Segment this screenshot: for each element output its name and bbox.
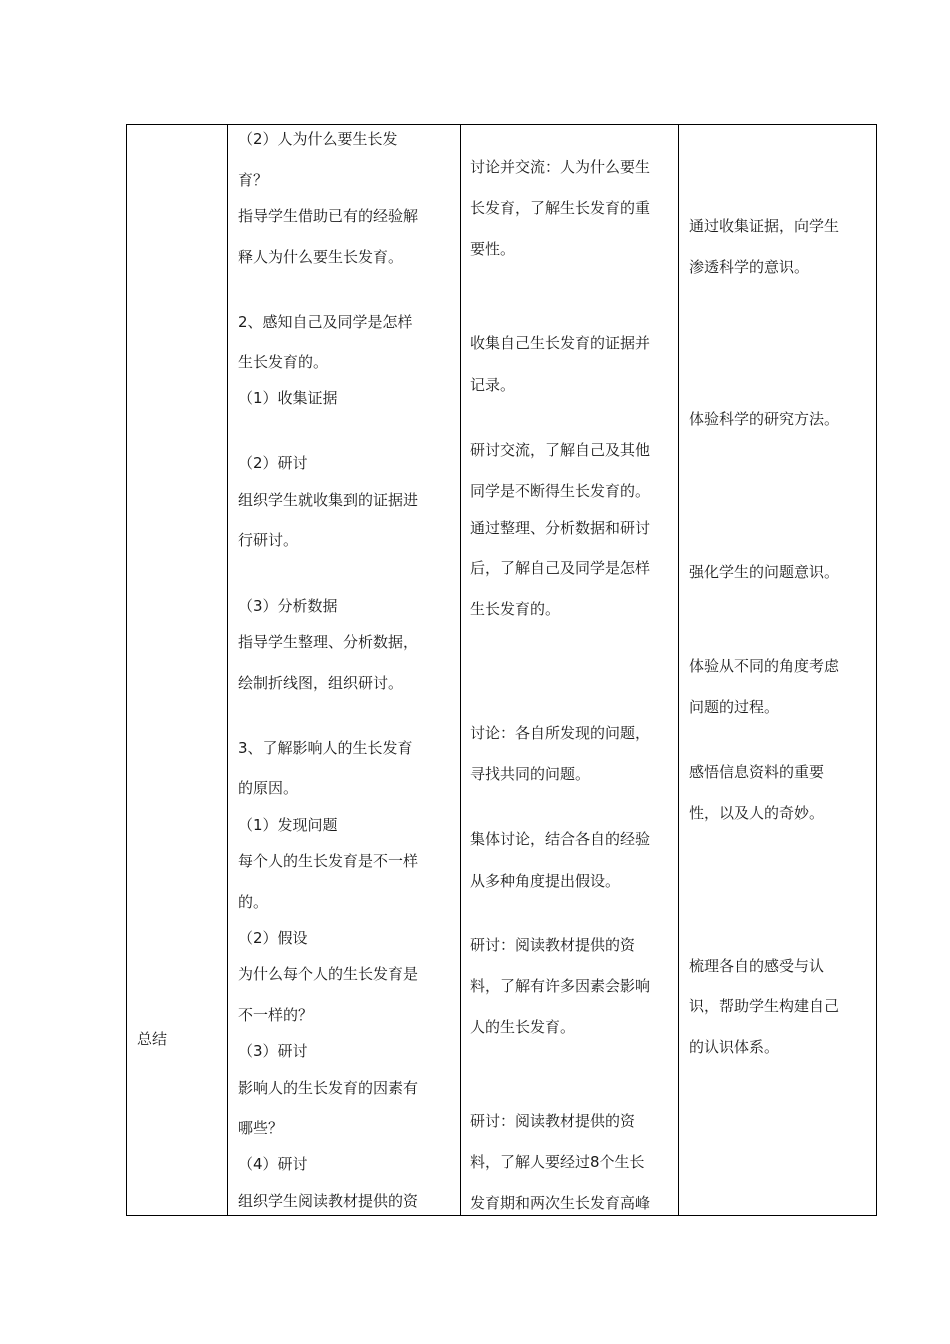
teacher-line: （1）收集证据 [238,389,338,407]
teacher-line: 的。 [238,893,269,911]
student-line: 研讨：阅读教材提供的资 [470,1112,636,1130]
intent-line: 体验科学的研究方法。 [689,410,840,428]
student-line: 生长发育的。 [470,600,561,618]
student-line: 人的生长发育。 [470,1018,576,1036]
student-line: 集体讨论，结合各自的经验 [470,830,651,848]
teacher-activity-cell [228,125,461,1216]
teacher-line: 绘制折线图，组织研讨。 [238,674,404,692]
student-line: 要性。 [470,240,516,258]
teacher-line: 行研讨。 [238,531,299,549]
student-line: 寻找共同的问题。 [470,765,591,783]
teacher-line: （1）发现问题 [238,816,338,834]
student-line: 通过整理、分析数据和研讨 [470,519,651,537]
stage-cell [127,125,228,1216]
teacher-line: 影响人的生长发育的因素有 [238,1079,419,1097]
student-line: 收集自己生长发育的证据并 [470,334,651,352]
teacher-line: （3）研讨 [238,1042,308,1060]
teacher-line: 育？ [238,171,269,189]
teacher-line: （2）假设 [238,929,308,947]
intent-line: 渗透科学的意识。 [689,258,810,276]
teacher-line: 哪些？ [238,1119,284,1137]
lesson-plan-table [126,124,877,1216]
student-line: 讨论：各自所发现的问题， [470,724,651,742]
intent-line: 体验从不同的角度考虑 [689,657,840,675]
teacher-line: 指导学生借助已有的经验解 [238,207,419,225]
teacher-line: 每个人的生长发育是不一样 [238,852,419,870]
student-line: 料，了解有许多因素会影响 [470,977,651,995]
student-line: 后，了解自己及同学是怎样 [470,559,651,577]
teacher-line: 为什么每个人的生长发育是 [238,965,419,983]
teacher-line: （4）研讨 [238,1155,308,1173]
teacher-line: 组织学生就收集到的证据进 [238,491,419,509]
intent-line: 强化学生的问题意识。 [689,563,840,581]
intent-line: 的认识体系。 [689,1038,780,1056]
teacher-line: 指导学生整理、分析数据， [238,633,419,651]
teacher-line: 组织学生阅读教材提供的资 [238,1192,419,1210]
student-line: 长发育，了解生长发育的重 [470,199,651,217]
stage-label: 总结 [137,1030,168,1048]
student-activity-cell [461,125,679,1216]
student-line: 发育期和两次生长发育高峰 [470,1194,651,1212]
teacher-line: （2）研讨 [238,454,308,472]
intent-line: 识，帮助学生构建自己 [689,997,840,1015]
teacher-line: 2、感知自己及同学是怎样 [238,313,413,331]
intent-line: 性，以及人的奇妙。 [689,804,825,822]
teacher-line: （2）人为什么要生长发 [238,130,398,148]
teacher-line: 生长发育的。 [238,353,329,371]
teacher-line: 的原因。 [238,779,299,797]
student-line: 记录。 [470,376,516,394]
student-line: 研讨：阅读教材提供的资 [470,936,636,954]
teacher-line: 不一样的？ [238,1006,314,1024]
student-line: 研讨交流，了解自己及其他 [470,441,651,459]
teacher-line: 释人为什么要生长发育。 [238,248,404,266]
teacher-line: （3）分析数据 [238,597,338,615]
design-intent-cell [679,125,877,1216]
student-line: 从多种角度提出假设。 [470,872,621,890]
teacher-line: 3、了解影响人的生长发育 [238,739,413,757]
intent-line: 感悟信息资料的重要 [689,763,825,781]
student-line: 讨论并交流：人为什么要生 [470,158,651,176]
intent-line: 问题的过程。 [689,698,780,716]
intent-line: 通过收集证据，向学生 [689,217,840,235]
student-line: 料，了解人要经过8个生长 [470,1153,645,1171]
table-row [127,125,877,1216]
intent-line: 梳理各自的感受与认 [689,957,825,975]
student-line: 同学是不断得生长发育的。 [470,482,651,500]
